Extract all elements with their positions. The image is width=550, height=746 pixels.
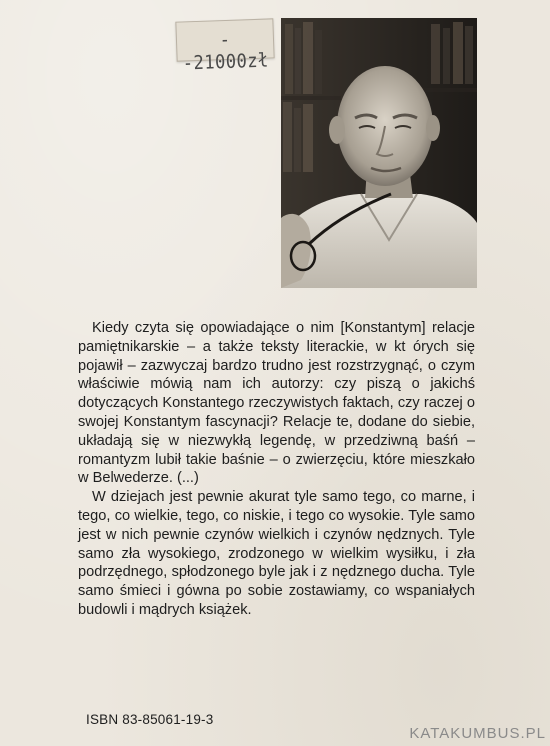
price-text: --21000zł — [182, 28, 270, 75]
price-sticker — [175, 18, 274, 75]
watermark: KATAKUMBUS.PL — [409, 725, 546, 742]
author-photo — [281, 18, 477, 288]
blurb-paragraph-2: W dziejach jest pewnie akurat tyle samo tego, co marne, i tego, co wielkie, tego, co niskie, i tego co wysokie. Tyle samo jest w nich pewnie czynów wielkich i czynów nędznych. Tyle samo zła wysokiego, zrodzonego w wielkim wysiłku, i zła podrzędnego, spłodzonego byle jak i z nędznego ducha. Tyle samo śmieci i gówna po sobie zostawiamy, co wspaniałych budowli i mądrych książek. — [78, 489, 475, 618]
blurb-paragraph-1: Kiedy czyta się opowiadające o nim [Konstantym] relacje pamiętnikarskie – a także teksty literackie, w kt órych się pojawił – zazwyczaj bardzo trudno jest rozstrzygnąć, o czym właściwie mówią nam ich autorzy: czy piszą o jakichś dotyczących Konstantego rzeczywistych faktach, czy raczej o swojej Konstantym fascynacji? Relacje te, dodane do siebie, układają się w niezwykłą legendę, w przedziwną baśń – romantyzm lubił takie baśnie – o zwierzęciu, które mieszkało w Belwederze. (...) — [78, 320, 475, 487]
author-portrait-image — [281, 18, 477, 288]
back-cover-blurb — [78, 319, 475, 620]
isbn-number: ISBN 83-85061-19-3 — [86, 712, 214, 727]
